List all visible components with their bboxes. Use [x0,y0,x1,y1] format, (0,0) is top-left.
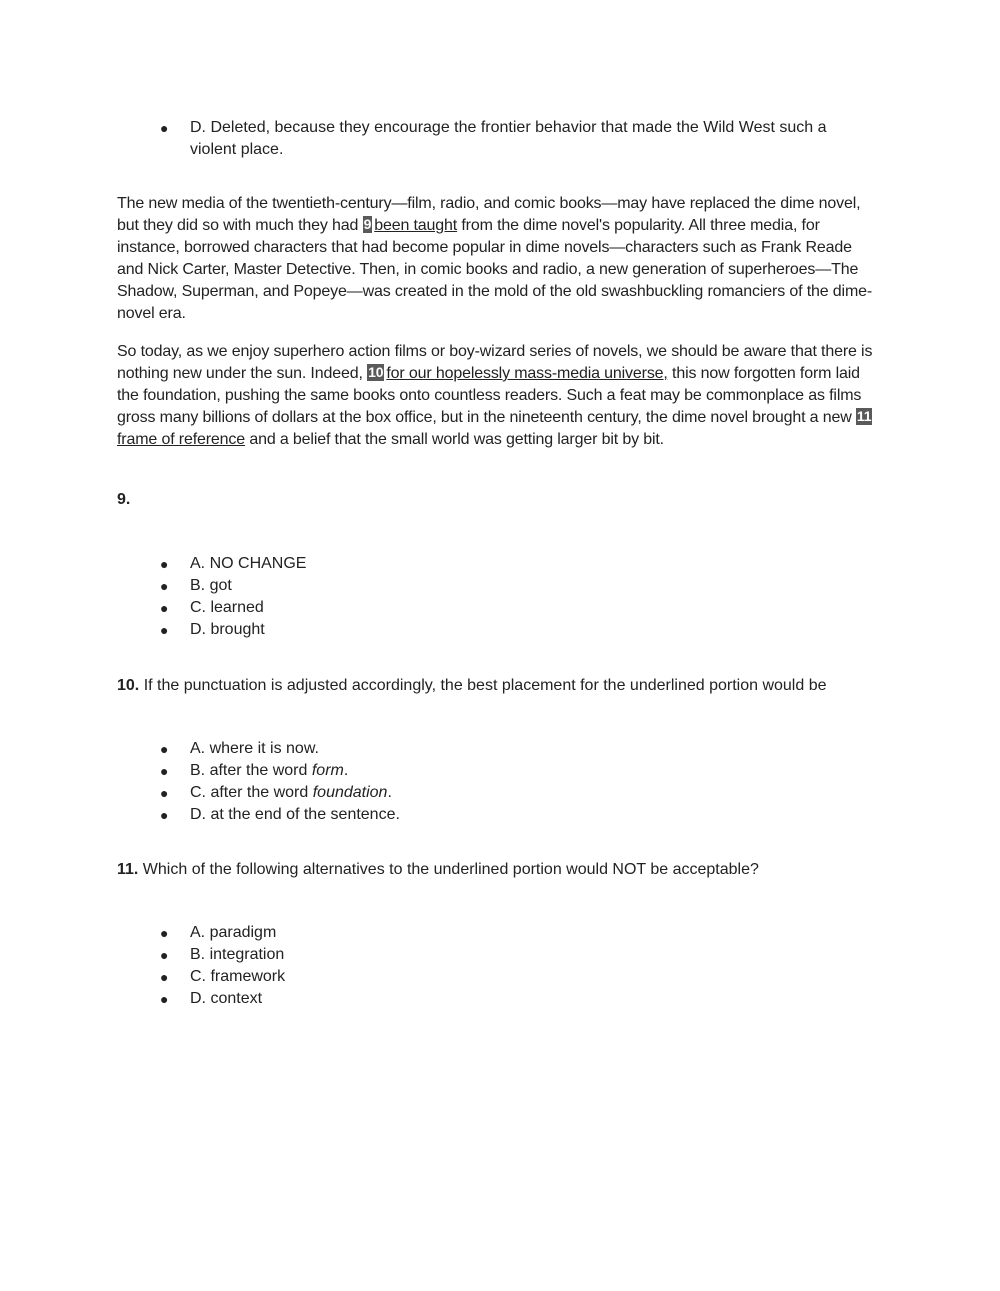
passage-text: and a belief that the small world was getting larger bit by bit. [245,431,664,448]
option-text: D. context [190,990,263,1007]
option-text-suffix: . [343,762,349,779]
option-c[interactable] [160,782,400,804]
question-9-options [160,553,306,641]
bullet-icon: ● [160,785,169,801]
option-b[interactable] [160,575,306,597]
option-text: A. where it is now. [190,740,319,757]
option-text: D. at the end of the sentence. [190,806,400,823]
question-10-options [160,738,400,826]
bullet-icon: ● [160,578,169,594]
question-prompt: If the punctuation is adjusted accordingly, the best placement for the underlined portion would be [139,677,827,694]
question-marker-9[interactable]: 9 [363,216,372,232]
question-number: 11. [117,861,139,878]
option-text-emphasis: form [311,762,344,779]
option-text: C. learned [190,599,264,616]
question-marker-11[interactable]: 11 [856,408,872,424]
passage-text: The new media of the twentieth-century—film, radio, and comic books—may have replaced the dime novel, but they did so with much they had [117,195,861,234]
option-text: A. NO CHANGE [190,555,307,572]
option-d[interactable] [160,804,400,826]
option-a[interactable] [160,922,285,944]
option-text: A. paradigm [190,924,277,941]
underlined-portion-11: frame of reference [117,431,246,448]
option-a[interactable] [160,553,306,575]
option-d[interactable] [160,988,285,1010]
question-number: 10. [117,677,140,694]
bullet-icon: ● [160,807,169,823]
option-c[interactable] [160,966,285,988]
option-text-suffix: . [387,784,392,801]
bullet-icon: ● [160,947,169,963]
question-10-heading [117,675,827,697]
bullet-icon: ● [160,556,169,572]
underlined-portion-9: been taught [374,217,458,234]
passage-paragraph-2 [117,341,882,451]
question-number: 9. [117,491,131,508]
bullet-icon: ● [160,925,169,941]
passage-paragraph-1 [117,193,882,325]
bullet-icon: ● [160,741,169,757]
option-text: B. integration [190,946,285,963]
question-11-options [160,922,285,1010]
option-d[interactable] [160,619,306,641]
option-text-prefix: C. after the word [190,784,313,801]
option-text: D. Deleted, because they encourage the frontier behavior that made the Wild West such a violent place. [190,119,827,158]
option-a[interactable] [160,738,400,760]
option-text: C. framework [190,968,286,985]
bullet-icon: ● [160,622,169,638]
bullet-icon: ● [160,763,169,779]
bullet-icon: ● [160,969,169,985]
option-text-prefix: B. after the word [190,762,312,779]
option-b[interactable] [160,760,400,782]
passage-text: this now forgotten form laid the foundation, pushing the same books onto countless readers. Such a feat may be commonplace as films gross many billions of dollars at the box office, but in the nineteenth century, the dime novel brought a new [117,365,862,426]
passage-text: from the dime novel's popularity. All three media, for instance, borrowed characters that had become popular in dime novels—characters such as Frank Reade and Nick Carter, Master Detective. Then, in comic books and radio, a new generation of superheroes—The Shadow, Superman, and Popeye—was created in the mold of the old swashbuckling romanciers of the dime-novel era. [117,217,873,322]
carryover-option[interactable] [160,117,860,161]
option-c[interactable] [160,597,306,619]
question-9-heading [117,489,130,511]
option-text-emphasis: foundation [312,784,388,801]
underlined-portion-10: for our hopelessly mass-media universe, [386,365,668,382]
passage-text: So today, as we enjoy superhero action films or boy-wizard series of novels, we should be aware that there is nothing new under the sun. Indeed, [117,343,873,382]
question-marker-10[interactable]: 10 [368,364,384,380]
question-prompt: Which of the following alternatives to the underlined portion would NOT be acceptable? [138,861,759,878]
question-11-heading [117,859,759,881]
option-text: B. got [190,577,232,594]
option-text: D. brought [190,621,265,638]
bullet-icon: ● [160,991,169,1007]
bullet-icon: ● [160,600,169,616]
bullet-icon: ● [160,120,169,136]
option-b[interactable] [160,944,285,966]
